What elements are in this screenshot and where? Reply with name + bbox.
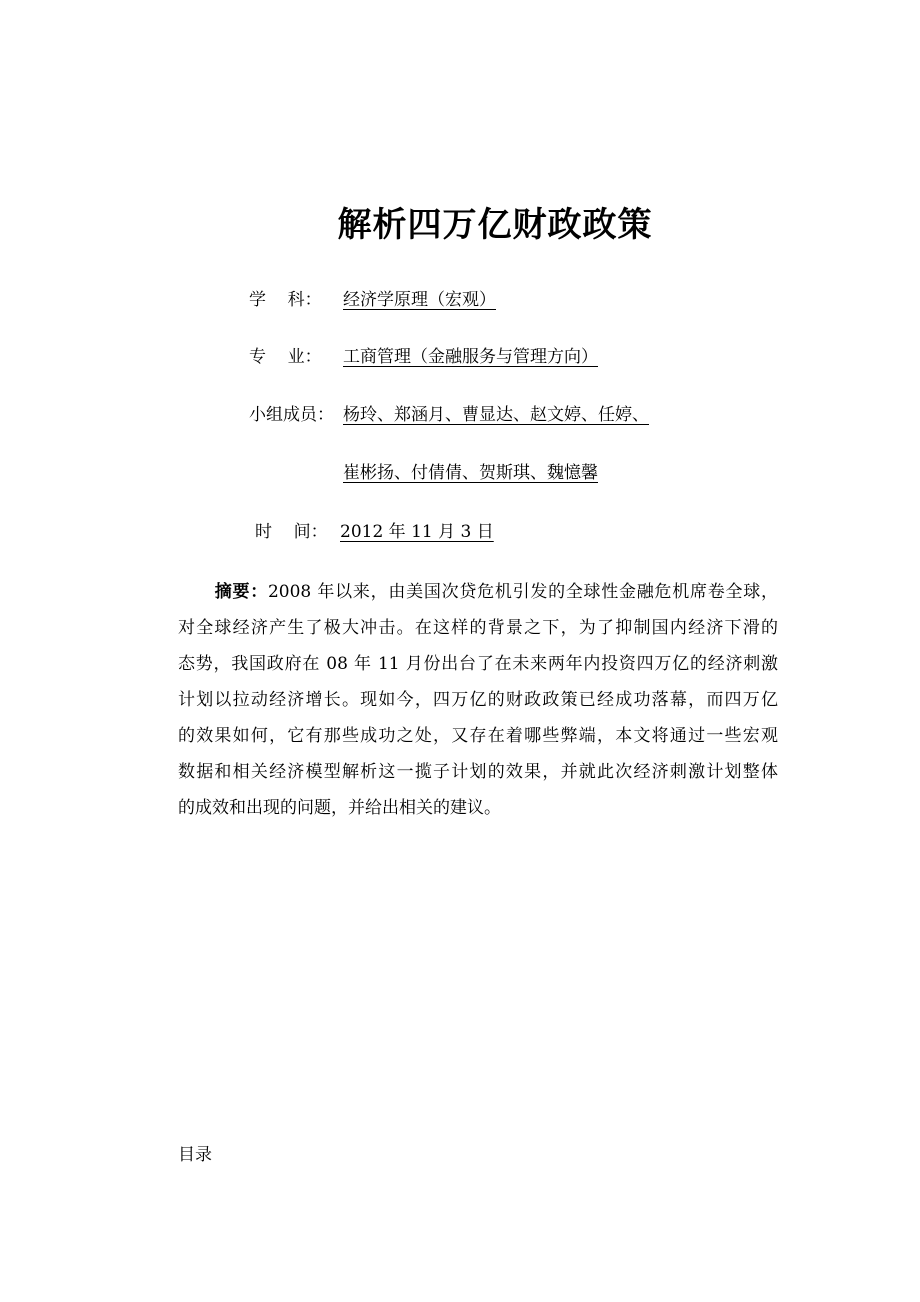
table-of-contents-heading: 目录 xyxy=(178,1145,212,1165)
abstract-line: 的效果如何，它有那些成功之处，又存在着哪些弊端，本文将通过一些宏观 xyxy=(178,726,778,746)
members-value-line2: 崔彬扬、付倩倩、贺斯琪、魏憶馨 xyxy=(343,463,598,483)
subject-label: 学 科： xyxy=(249,290,322,310)
major-label: 专 业： xyxy=(249,347,322,367)
members-label: 小组成员： xyxy=(249,405,334,425)
abstract xyxy=(178,574,778,826)
abstract-line: 态势，我国政府在 08 年 11 月份出台了在未来两年内投资四万亿的经济刺激 xyxy=(178,654,778,674)
abstract-text: 2008 年以来，由美国次贷危机引发的全球性金融危机席卷全球， xyxy=(267,582,778,602)
time-value: 2012 年 11 月 3 日 xyxy=(340,522,494,542)
major-value: 工商管理（金融服务与管理方向） xyxy=(343,347,598,367)
abstract-line: 数据和相关经济模型解析这一揽子计划的效果，并就此次经济刺激计划整体 xyxy=(178,762,778,782)
members-value-line1: 杨玲、郑涵月、曹显达、赵文婷、任婷、 xyxy=(343,405,649,425)
document-title: 解析四万亿财政政策 xyxy=(337,205,653,245)
subject-value: 经济学原理（宏观） xyxy=(343,290,496,310)
time-label: 时 间： xyxy=(255,522,328,542)
abstract-line: 对全球经济产生了极大冲击。在这样的背景之下，为了抑制国内经济下滑的 xyxy=(178,618,778,638)
abstract-line: 的成效和出现的问题，并给出相关的建议。 xyxy=(178,798,501,818)
abstract-line xyxy=(178,574,778,610)
abstract-line: 计划以拉动经济增长。现如今，四万亿的财政政策已经成功落幕，而四万亿 xyxy=(178,690,778,710)
abstract-label: 摘要： xyxy=(214,582,268,602)
